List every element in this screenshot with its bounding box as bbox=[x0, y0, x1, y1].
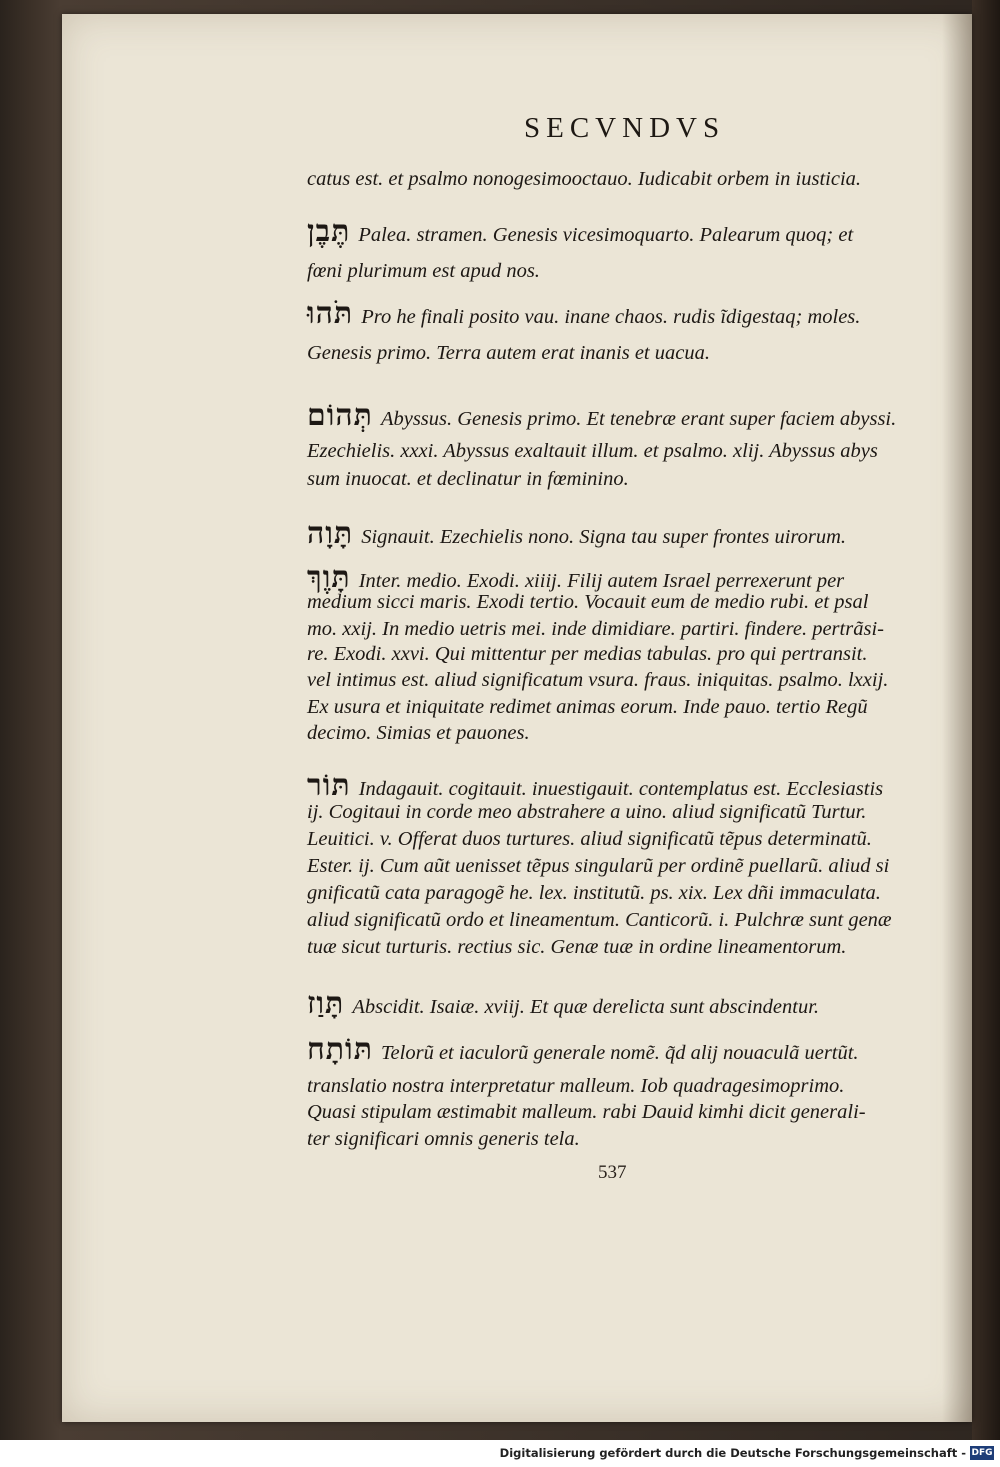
entry-line: תָּוֶךְ Inter. medio. Exodi. xiiij. Filij autem Israel perrexerunt per bbox=[307, 560, 845, 595]
footer-bar bbox=[0, 1440, 1000, 1467]
text-line: sum inuocat. et declinatur in fœminino. bbox=[307, 468, 629, 490]
entry-line: תְּהוֹם Abyssus. Genesis primo. Et tenebræ erant super faciem abyssi. bbox=[307, 398, 897, 433]
text-line: Ester. ij. Cum aũt uenisset tẽpus singularũ per ordinẽ puellarũ. aliud si bbox=[307, 855, 890, 877]
text-line: ij. Cogitaui in corde meo abstrahere a uino. aliud significatũ Turtur. bbox=[307, 801, 867, 823]
text-line: gnificatũ cata paragogẽ he. lex. institutũ. ps. xix. Lex dñi immaculata. bbox=[307, 882, 881, 904]
text-line: aliud significatũ ordo et lineamentum. Canticorũ. i. Pulchræ sunt genæ bbox=[307, 909, 892, 931]
hebrew-headword: תּוֹתָח bbox=[307, 1032, 374, 1067]
dfg-logo: DFG bbox=[971, 1448, 993, 1458]
text-line: medium sicci maris. Exodi tertio. Vocauit eum de medio rubi. et psal bbox=[307, 591, 869, 613]
running-header: SECVNDVS bbox=[524, 112, 726, 144]
hebrew-headword: תֹּהוּ bbox=[307, 296, 354, 331]
hebrew-headword: תּוֹר bbox=[307, 768, 351, 803]
text-line: re. Exodi. xxvi. Qui mittentur per medias tabulas. pro qui pertransit. bbox=[307, 643, 868, 665]
binding-edge bbox=[972, 0, 1000, 1440]
entry-line: תָּוַז Abscidit. Isaiæ. xviij. Et quæ derelicta sunt abscindentur. bbox=[307, 986, 820, 1021]
entry-line: תֹּהוּ Pro he finali posito vau. inane chaos. rudis ĩdigestaq; moles. bbox=[307, 296, 861, 331]
entry-line: תּוֹתָח Telorũ et iaculorũ generale nomẽ. q̃d alij nouaculã uertũt. bbox=[307, 1032, 859, 1067]
text-line: Leuitici. v. Offerat duos turtures. aliud significatũ tẽpus determinatũ. bbox=[307, 828, 872, 850]
page-number: 537 bbox=[598, 1162, 627, 1183]
hebrew-headword: תְּהוֹם bbox=[307, 398, 373, 433]
hebrew-headword: תֶּבֶן bbox=[307, 214, 351, 249]
hebrew-headword: תָּוֶךְ bbox=[307, 560, 351, 595]
hebrew-headword: תָּוָה bbox=[307, 516, 354, 551]
text-line: Ex usura et iniquitate redimet animas eorum. Inde pauo. tertio Regũ bbox=[307, 696, 868, 718]
entry-line: תּוֹר Indagauit. cogitauit. inuestigauit. contemplatus est. Ecclesiastis bbox=[307, 768, 884, 803]
text-line: Genesis primo. Terra autem erat inanis et uacua. bbox=[307, 342, 710, 364]
text-line: Ezechielis. xxxi. Abyssus exaltauit illum. et psalmo. xlij. Abyssus abys bbox=[307, 440, 878, 462]
funding-credit: Digitalisierung gefördert durch die Deutsche Forschungsgemeinschaft - bbox=[499, 1446, 966, 1460]
hebrew-headword: תָּוַז bbox=[307, 986, 345, 1021]
text-line: fœni plurimum est apud nos. bbox=[307, 260, 540, 282]
text-line: decimo. Simias et pauones. bbox=[307, 722, 530, 744]
text-line: Quasi stipulam æstimabit malleum. rabi Dauid kimhi dicit generali- bbox=[307, 1101, 866, 1123]
text-line: mo. xxij. In medio uetris mei. inde dimidiare. partiri. findere. pertrãsi- bbox=[307, 618, 884, 640]
text-line: ter significari omnis generis tela. bbox=[307, 1128, 580, 1150]
text-line: catus est. et psalmo nonogesimooctauo. Iudicabit orbem in iusticia. bbox=[307, 168, 862, 190]
text-line: translatio nostra interpretatur malleum. Iob quadragesimoprimo. bbox=[307, 1075, 845, 1097]
text-line: tuæ sicut turturis. rectius sic. Genæ tuæ in ordine lineamentorum. bbox=[307, 936, 847, 958]
text-line: vel intimus est. aliud significatum vsura. fraus. iniquitas. psalmo. lxxij. bbox=[307, 669, 889, 691]
entry-line: תָּוָה Signauit. Ezechielis nono. Signa tau super frontes uirorum. bbox=[307, 516, 847, 551]
entry-line: תֶּבֶן Palea. stramen. Genesis vicesimoquarto. Palearum quoq; et bbox=[307, 214, 854, 249]
